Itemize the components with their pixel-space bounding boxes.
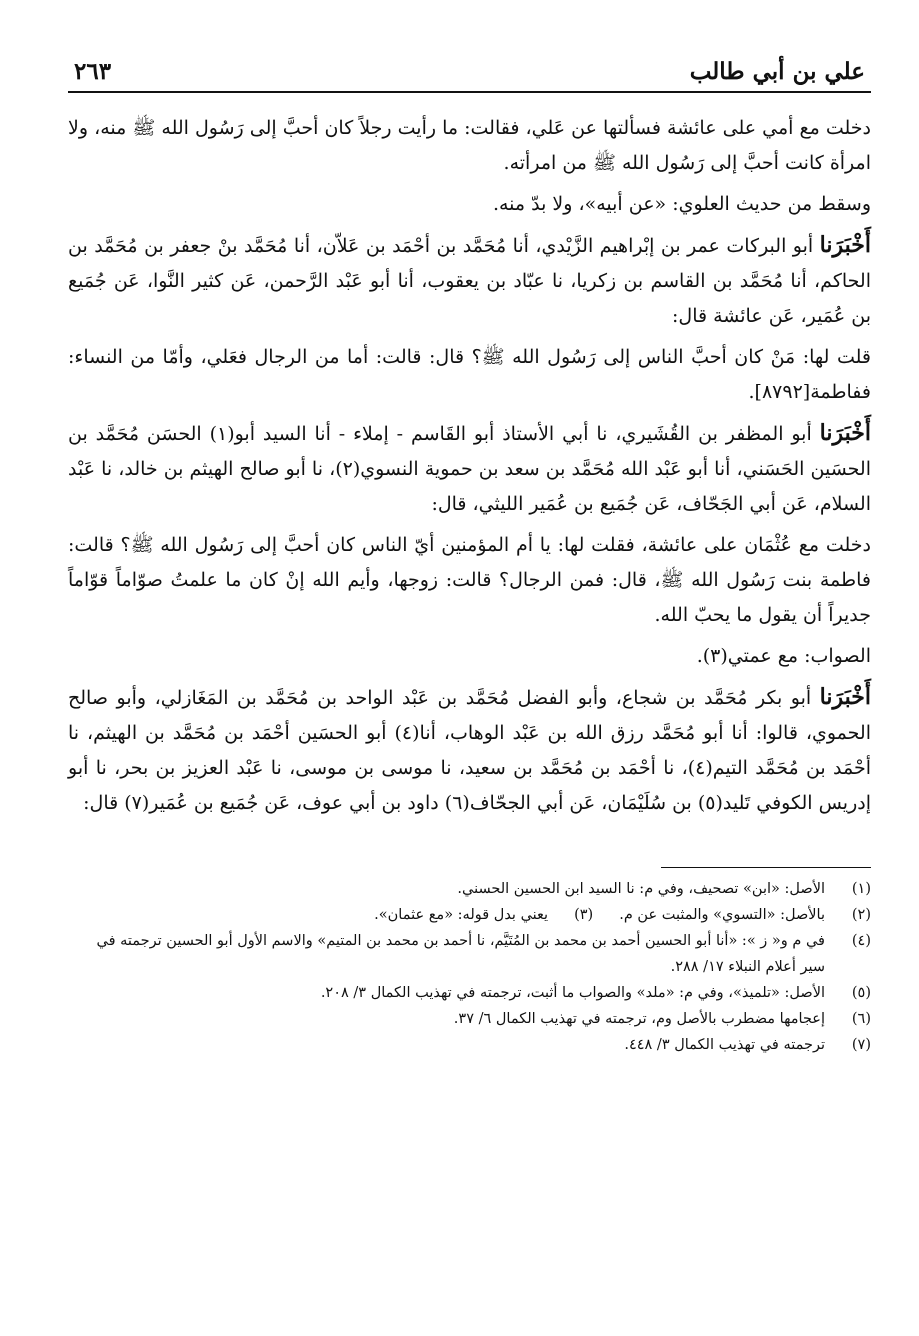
running-header [68,58,871,93]
isnad-lead: أَخْبَرَنا [819,684,871,710]
paragraph-text: قلت لها: مَنْ كان أحبَّ الناس إلى رَسُول الله ﷺ؟ قال: قالت: أما من الرجال فعَلي، وأمّا من النساء: ففاطمة[٨٧٩٢]. [68,346,871,403]
footnote-number: (٣) [574,907,594,923]
paragraph [68,228,871,334]
paragraph-text: وسقط من حديث العلوي: «عن أبيه»، ولا بدّ منه. [492,193,871,215]
paragraph [68,528,871,633]
footnote-separator [661,867,871,868]
footnote-text: في م و« ز »: «أنا أبو الحسين أحمد بن محمد بن المُتَيَّم، نا أحمد بن محمد بن المتيم» والاسم الأول أبو الحسين ترجمته في سير أعلام النبلاء ١٧/ ٢٨٨. [96,933,825,975]
footnote [68,980,871,1006]
footnote-number: (٦) [851,1011,871,1027]
footnote [68,902,871,928]
paragraph-text: أبو بكر مُحَمَّد بن شجاع، وأبو الفضل مُحَمَّد بن عَبْد الواحد بن مُحَمَّد بن المَغَازلي، وأبو صالح الحموي، قالوا: أنا أبو مُحَمَّد رزق الله بن عَبْد الوهاب، أنا(٤) أبو الحسَين أحْمَد بن مُحَمَّد بن الهيثم، نا أحْمَد بن مُحَمَّد التيم(٤)، نا أحْمَد بن مُحَمَّد بن سعيد، نا موسى بن موسى، نا عَبْد العزيز بن بحر، نا أبو إدريس الكوفي تَليد(٥) بن سُلَيْمَان، عَن أبي الجحّاف(٦) داود بن أبي عوف، عَن جُمَيع بن عُمَير(٧) قال: [68,687,871,814]
page-number: ٢٦٣ [74,58,112,85]
footnote-text: يعني بدل قوله: «مع عثمان». [374,907,549,923]
footnote-text: الأصل: «ابن» تصحيف، وفي م: نا السيد ابن الحسين الحسني. [457,881,825,897]
footnotes [68,876,871,1058]
paragraph [68,416,871,522]
paragraph-text: الصواب: مع عمتي(٣). [696,645,871,667]
paragraph [68,340,871,410]
running-title: علي بن أبي طالب [689,58,865,85]
footnote-text: بالأصل: «التسوي» والمثبت عن م. [619,907,825,923]
paragraph [68,187,871,222]
footnote-number: (٢) [851,907,871,923]
paragraph [68,111,871,181]
footnote-number: (٤) [851,933,871,949]
footnote-number: (٧) [851,1037,871,1053]
footnote [68,1006,871,1032]
footnote [68,1032,871,1058]
footnote [68,928,871,980]
footnote-text: ترجمته في تهذيب الكمال ٣/ ٤٤٨. [624,1037,825,1053]
footnote-number: (٥) [851,985,871,1001]
isnad-lead: أَخْبَرَنا [819,420,871,446]
paragraph-text: أبو البركات عمر بن إبْراهيم الزَّيْدي، أنا مُحَمَّد بن أحْمَد بن عَلاّن، أنا مُحَمَّد بنْ جعفر بن مُحَمَّد بن الحاكم، أنا مُحَمَّد بن القاسم بن زكريا، نا عبّاد بن يعقوب، أنا أبو عَبْد الرَّحمن، عَن كثير النَّوا، عَن جُمَيع بن عُمَير، عَن عائشة قال: [68,235,871,327]
paragraph-text: دخلت مع أمي على عائشة فسألتها عن عَلي، فقالت: ما رأيت رجلاً كان أحبَّ إلى رَسُول الله ﷺ منه، ولا امرأة كانت أحبَّ إلى رَسُول الله ﷺ من امرأته. [68,117,871,174]
isnad-lead: أَخْبَرَنا [819,232,871,258]
paragraph [68,639,871,674]
paragraph-text: أبو المظفر بن القُشَيري، نا أبي الأستاذ أبو القَاسم - إملاء - أنا السيد أبو(١) الحسَن مُحَمَّد بن الحسَين الحَسَني، أنا أبو عَبْد الله مُحَمَّد بن سعد بن حموية النسوي(٢)، نا أبو صالح الهيثم بن خالد، نا عَبْد السلام، عَن أبي الجَحّاف، عَن جُمَيع بن عُمَير الليثي، قال: [68,423,871,515]
footnote-text: الأصل: «تلميذ»، وفي م: «ملد» والصواب ما أثبت، ترجمته في تهذيب الكمال ٣/ ٢٠٨. [320,985,825,1001]
footnote-text: إعجامها مضطرب بالأصل وم، ترجمته في تهذيب الكمال ٦/ ٣٧. [453,1011,825,1027]
main-text [68,111,871,821]
paragraph-text: دخلت مع عُثْمَان على عائشة، فقلت لها: يا أم المؤمنين أيّ الناس كان أحبَّ إلى رَسُول الله ﷺ؟ قالت: فاطمة بنت رَسُول الله ﷺ، قال: فمن الرجال؟ قالت: زوجها، وأيم الله إنْ كان ما علمتُ صوّاماً قوّاماً جديراً أن يقول ما يحبّ الله. [68,534,871,626]
paragraph [68,680,871,821]
footnote [68,876,871,902]
footnote-number: (١) [851,881,871,897]
